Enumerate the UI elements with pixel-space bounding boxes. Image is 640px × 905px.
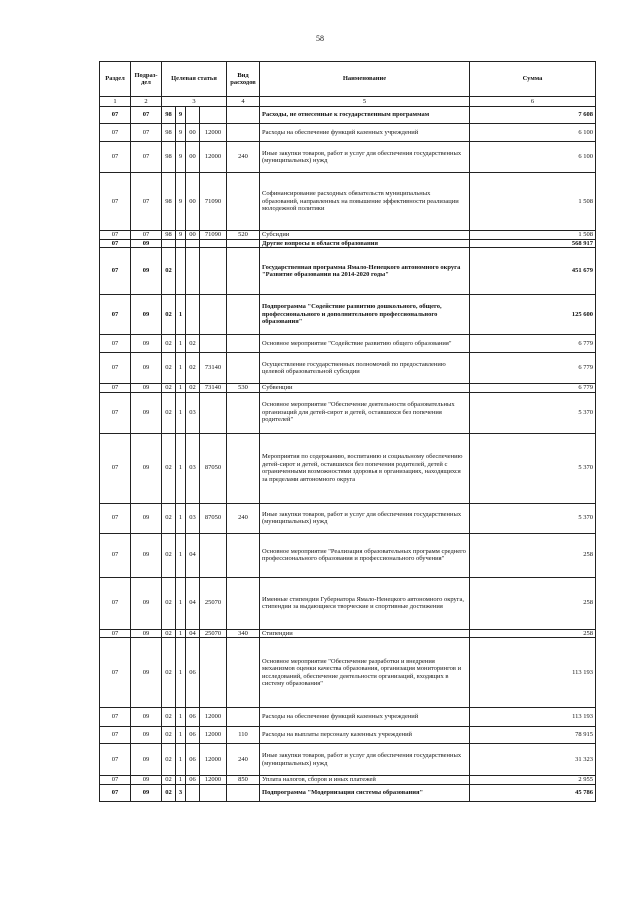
cell-program-code: 02 (162, 708, 176, 727)
cell-subprogram-code: 1 (176, 392, 186, 433)
cell-direction-code (200, 248, 227, 295)
cell-direction-code (200, 784, 227, 801)
page-number: 58 (316, 34, 324, 43)
cell-amount: 1 508 (470, 173, 596, 231)
cell-event-code: 00 (186, 124, 200, 142)
cell-podrazdel: 09 (131, 776, 162, 785)
cell-podrazdel: 09 (131, 239, 162, 248)
cell-amount: 31 323 (470, 744, 596, 776)
cell-podrazdel: 07 (131, 124, 162, 142)
cell-direction-code (200, 295, 227, 335)
cell-name: Подпрограмма "Модернизация системы образования" (260, 784, 470, 801)
cell-direction-code (200, 638, 227, 708)
cell-subprogram-code: 1 (176, 629, 186, 638)
cell-name: Основное мероприятие "Обеспечение деятельности образовательных организаций для детей-сирот и детей, оставшихся без попечения родителей" (260, 392, 470, 433)
cell-name: Основное мероприятие "Содействие развитию общего образования" (260, 335, 470, 353)
cell-name: Иные закупки товаров, работ и услуг для обеспечения государственных (муниципальных) нужд (260, 503, 470, 533)
cell-subprogram-code: 3 (176, 784, 186, 801)
cell-expense-type (227, 248, 260, 295)
cell-name: Субвенции (260, 384, 470, 393)
table-row (100, 335, 596, 353)
cell-name: Субсидии (260, 231, 470, 240)
cell-podrazdel: 09 (131, 295, 162, 335)
table-row (100, 142, 596, 173)
cell-podrazdel: 07 (131, 107, 162, 124)
cell-event-code: 03 (186, 392, 200, 433)
cell-razdel: 07 (100, 503, 131, 533)
cell-event-code: 04 (186, 533, 200, 577)
cell-program-code: 02 (162, 295, 176, 335)
cell-name: Государственная программа Ямало-Ненецкого автономного округа "Развитие образования на 2014-2020 годы" (260, 248, 470, 295)
cell-program-code: 98 (162, 231, 176, 240)
cell-event-code: 04 (186, 577, 200, 629)
cell-program-code: 02 (162, 503, 176, 533)
cell-subprogram-code: 1 (176, 533, 186, 577)
table-row (100, 638, 596, 708)
cell-expense-type: 240 (227, 744, 260, 776)
cell-podrazdel: 09 (131, 433, 162, 503)
cell-event-code: 06 (186, 727, 200, 744)
cell-subprogram-code: 1 (176, 776, 186, 785)
cell-name: Подпрограмма "Содействие развитию дошкольного, общего, профессионального и дополнительного профессионального образования" (260, 295, 470, 335)
cell-direction-code: 12000 (200, 776, 227, 785)
cell-event-code: 06 (186, 638, 200, 708)
cell-expense-type (227, 124, 260, 142)
cell-amount: 113 193 (470, 708, 596, 727)
cell-amount: 568 917 (470, 239, 596, 248)
cell-expense-type: 850 (227, 776, 260, 785)
table-header-row (100, 62, 596, 97)
cell-expense-type (227, 638, 260, 708)
cell-program-code: 02 (162, 629, 176, 638)
cell-direction-code (200, 107, 227, 124)
header-naim: Наименование (260, 62, 470, 97)
cell-podrazdel: 07 (131, 142, 162, 173)
cell-name: Осуществление государственных полномочий по предоставлению целевой образовательной субсидии (260, 353, 470, 384)
table-row (100, 248, 596, 295)
cell-amount: 6 779 (470, 384, 596, 393)
cell-direction-code: 12000 (200, 708, 227, 727)
cell-podrazdel: 09 (131, 335, 162, 353)
cell-direction-code (200, 533, 227, 577)
table-row (100, 295, 596, 335)
cell-expense-type (227, 433, 260, 503)
cell-event-code: 00 (186, 231, 200, 240)
cell-name: Основное мероприятие "Реализация образовательных программ среднего профессионального образования и профессионального обучения" (260, 533, 470, 577)
cell-expense-type: 240 (227, 503, 260, 533)
cell-podrazdel: 09 (131, 577, 162, 629)
cell-event-code: 06 (186, 744, 200, 776)
cell-event-code: 03 (186, 433, 200, 503)
cell-podrazdel: 09 (131, 727, 162, 744)
table-row (100, 107, 596, 124)
cell-event-code: 02 (186, 335, 200, 353)
cell-direction-code: 73140 (200, 384, 227, 393)
cell-podrazdel: 09 (131, 784, 162, 801)
column-number: 4 (227, 97, 260, 107)
cell-podrazdel: 09 (131, 638, 162, 708)
cell-program-code: 02 (162, 776, 176, 785)
table-row (100, 744, 596, 776)
cell-direction-code: 87050 (200, 503, 227, 533)
cell-name: Расходы на выплаты персоналу казенных учреждений (260, 727, 470, 744)
cell-razdel: 07 (100, 353, 131, 384)
cell-amount: 6 100 (470, 142, 596, 173)
cell-direction-code: 87050 (200, 433, 227, 503)
cell-subprogram-code: 1 (176, 727, 186, 744)
cell-podrazdel: 09 (131, 629, 162, 638)
cell-subprogram-code: 1 (176, 295, 186, 335)
cell-amount: 6 100 (470, 124, 596, 142)
column-number: 1 (100, 97, 131, 107)
header-razdel: Раздел (100, 62, 131, 97)
cell-name: Другие вопросы в области образования (260, 239, 470, 248)
budget-table (99, 61, 596, 802)
cell-name: Иные закупки товаров, работ и услуг для обеспечения государственных (муниципальных) нужд (260, 142, 470, 173)
budget-table-body (100, 107, 596, 802)
cell-subprogram-code: 9 (176, 124, 186, 142)
cell-expense-type (227, 239, 260, 248)
header-celevaya: Целевая статья (162, 62, 227, 97)
cell-razdel: 07 (100, 533, 131, 577)
cell-event-code: 02 (186, 384, 200, 393)
cell-razdel: 07 (100, 295, 131, 335)
cell-direction-code: 12000 (200, 124, 227, 142)
cell-expense-type: 530 (227, 384, 260, 393)
cell-program-code: 02 (162, 784, 176, 801)
cell-amount: 5 370 (470, 392, 596, 433)
cell-program-code: 98 (162, 107, 176, 124)
cell-program-code: 02 (162, 392, 176, 433)
cell-razdel: 07 (100, 248, 131, 295)
cell-razdel: 07 (100, 142, 131, 173)
cell-podrazdel: 09 (131, 533, 162, 577)
cell-name: Стипендии (260, 629, 470, 638)
cell-razdel: 07 (100, 638, 131, 708)
cell-razdel: 07 (100, 239, 131, 248)
cell-razdel: 07 (100, 335, 131, 353)
table-row (100, 776, 596, 785)
cell-event-code: 04 (186, 629, 200, 638)
cell-program-code: 98 (162, 142, 176, 173)
cell-amount: 5 370 (470, 433, 596, 503)
cell-expense-type (227, 295, 260, 335)
cell-program-code: 02 (162, 638, 176, 708)
cell-name: Уплата налогов, сборов и иных платежей (260, 776, 470, 785)
cell-direction-code: 12000 (200, 142, 227, 173)
table-row (100, 231, 596, 240)
table-row (100, 384, 596, 393)
cell-subprogram-code: 1 (176, 335, 186, 353)
cell-subprogram-code: 1 (176, 384, 186, 393)
cell-amount: 1 508 (470, 231, 596, 240)
cell-expense-type (227, 577, 260, 629)
cell-razdel: 07 (100, 433, 131, 503)
cell-direction-code: 71090 (200, 173, 227, 231)
cell-expense-type (227, 392, 260, 433)
cell-razdel: 07 (100, 776, 131, 785)
cell-amount: 451 679 (470, 248, 596, 295)
table-row (100, 239, 596, 248)
cell-subprogram-code: 1 (176, 353, 186, 384)
column-number: 3 (162, 97, 227, 107)
cell-podrazdel: 07 (131, 173, 162, 231)
cell-event-code (186, 239, 200, 248)
cell-name: Расходы на обеспечение функций казенных учреждений (260, 124, 470, 142)
cell-razdel: 07 (100, 392, 131, 433)
cell-amount: 113 193 (470, 638, 596, 708)
cell-direction-code: 25070 (200, 629, 227, 638)
table-row (100, 577, 596, 629)
cell-name: Именные стипендии Губернатора Ямало-Ненецкого автономного округа, стипендии за выдающиеся творческие и спортивные достижения (260, 577, 470, 629)
cell-event-code (186, 295, 200, 335)
cell-razdel: 07 (100, 173, 131, 231)
cell-expense-type: 520 (227, 231, 260, 240)
cell-subprogram-code: 1 (176, 638, 186, 708)
cell-direction-code (200, 392, 227, 433)
cell-name: Расходы на обеспечение функций казенных учреждений (260, 708, 470, 727)
cell-program-code: 02 (162, 248, 176, 295)
cell-subprogram-code: 9 (176, 231, 186, 240)
cell-event-code: 06 (186, 708, 200, 727)
cell-razdel: 07 (100, 784, 131, 801)
cell-direction-code: 25070 (200, 577, 227, 629)
cell-amount: 78 915 (470, 727, 596, 744)
cell-direction-code: 12000 (200, 744, 227, 776)
cell-expense-type (227, 708, 260, 727)
cell-razdel: 07 (100, 629, 131, 638)
table-row (100, 533, 596, 577)
header-vid: Вид расходов (227, 62, 260, 97)
cell-subprogram-code: 9 (176, 173, 186, 231)
cell-event-code: 00 (186, 142, 200, 173)
cell-amount: 6 779 (470, 335, 596, 353)
cell-amount: 2 955 (470, 776, 596, 785)
cell-amount: 7 608 (470, 107, 596, 124)
table-row (100, 629, 596, 638)
cell-name: Расходы, не отнесенные к государственным программам (260, 107, 470, 124)
header-podrazdel: Подраз-дел (131, 62, 162, 97)
cell-program-code: 02 (162, 384, 176, 393)
cell-razdel: 07 (100, 708, 131, 727)
cell-direction-code (200, 335, 227, 353)
cell-program-code: 02 (162, 727, 176, 744)
table-row (100, 503, 596, 533)
cell-subprogram-code: 9 (176, 107, 186, 124)
table-row (100, 708, 596, 727)
cell-razdel: 07 (100, 384, 131, 393)
cell-podrazdel: 09 (131, 392, 162, 433)
cell-razdel: 07 (100, 107, 131, 124)
cell-direction-code: 73140 (200, 353, 227, 384)
column-number: 2 (131, 97, 162, 107)
cell-subprogram-code (176, 248, 186, 295)
table-row (100, 784, 596, 801)
cell-expense-type (227, 173, 260, 231)
cell-expense-type (227, 335, 260, 353)
cell-subprogram-code: 1 (176, 708, 186, 727)
table-row (100, 727, 596, 744)
cell-event-code: 00 (186, 173, 200, 231)
cell-direction-code (200, 239, 227, 248)
cell-subprogram-code: 9 (176, 142, 186, 173)
cell-program-code: 98 (162, 173, 176, 231)
cell-amount: 258 (470, 629, 596, 638)
cell-razdel: 07 (100, 577, 131, 629)
cell-program-code (162, 239, 176, 248)
cell-amount: 258 (470, 533, 596, 577)
cell-razdel: 07 (100, 124, 131, 142)
cell-direction-code: 71090 (200, 231, 227, 240)
cell-event-code (186, 784, 200, 801)
cell-event-code: 03 (186, 503, 200, 533)
cell-name: Основное мероприятие "Обеспечение разработки и внедрения механизмов оценки качества образования, организация мониторингов и исследований, обеспечение деятельности организаций, входящих в систему образования" (260, 638, 470, 708)
cell-podrazdel: 07 (131, 231, 162, 240)
cell-event-code (186, 107, 200, 124)
cell-expense-type: 110 (227, 727, 260, 744)
cell-program-code: 02 (162, 433, 176, 503)
cell-podrazdel: 09 (131, 503, 162, 533)
cell-razdel: 07 (100, 727, 131, 744)
cell-program-code: 98 (162, 124, 176, 142)
cell-direction-code: 12000 (200, 727, 227, 744)
column-numbers-row (100, 97, 596, 107)
cell-podrazdel: 09 (131, 384, 162, 393)
column-number: 6 (470, 97, 596, 107)
cell-podrazdel: 09 (131, 744, 162, 776)
cell-razdel: 07 (100, 744, 131, 776)
table-row (100, 173, 596, 231)
cell-program-code: 02 (162, 353, 176, 384)
cell-program-code: 02 (162, 744, 176, 776)
cell-event-code: 06 (186, 776, 200, 785)
column-number: 5 (260, 97, 470, 107)
cell-amount: 258 (470, 577, 596, 629)
cell-subprogram-code: 1 (176, 433, 186, 503)
cell-amount: 6 779 (470, 353, 596, 384)
cell-expense-type (227, 353, 260, 384)
cell-program-code: 02 (162, 577, 176, 629)
cell-name: Иные закупки товаров, работ и услуг для обеспечения государственных (муниципальных) нужд (260, 744, 470, 776)
cell-program-code: 02 (162, 335, 176, 353)
cell-expense-type: 340 (227, 629, 260, 638)
cell-amount: 125 600 (470, 295, 596, 335)
table-row (100, 433, 596, 503)
cell-program-code: 02 (162, 533, 176, 577)
cell-razdel: 07 (100, 231, 131, 240)
cell-expense-type: 240 (227, 142, 260, 173)
cell-subprogram-code (176, 239, 186, 248)
table-row (100, 124, 596, 142)
cell-subprogram-code: 1 (176, 577, 186, 629)
cell-event-code (186, 248, 200, 295)
cell-event-code: 02 (186, 353, 200, 384)
header-summa: Сумма (470, 62, 596, 97)
table-row (100, 392, 596, 433)
cell-subprogram-code: 1 (176, 503, 186, 533)
cell-expense-type (227, 784, 260, 801)
cell-subprogram-code: 1 (176, 744, 186, 776)
cell-podrazdel: 09 (131, 248, 162, 295)
cell-podrazdel: 09 (131, 353, 162, 384)
cell-expense-type (227, 533, 260, 577)
cell-amount: 45 786 (470, 784, 596, 801)
cell-amount: 5 370 (470, 503, 596, 533)
table-row (100, 353, 596, 384)
cell-podrazdel: 09 (131, 708, 162, 727)
cell-name: Софинансирование расходных обязательств муниципальных образований, направленных на повышение эффективности реализации молодежной политики (260, 173, 470, 231)
cell-name: Мероприятия по содержанию, воспитанию и социальному обеспечению детей-сирот и детей, оставшихся без попечения родителей, детей с ограниченными возможностями здоровья в организациях, находящихся за пределами автономного округа (260, 433, 470, 503)
cell-expense-type (227, 107, 260, 124)
